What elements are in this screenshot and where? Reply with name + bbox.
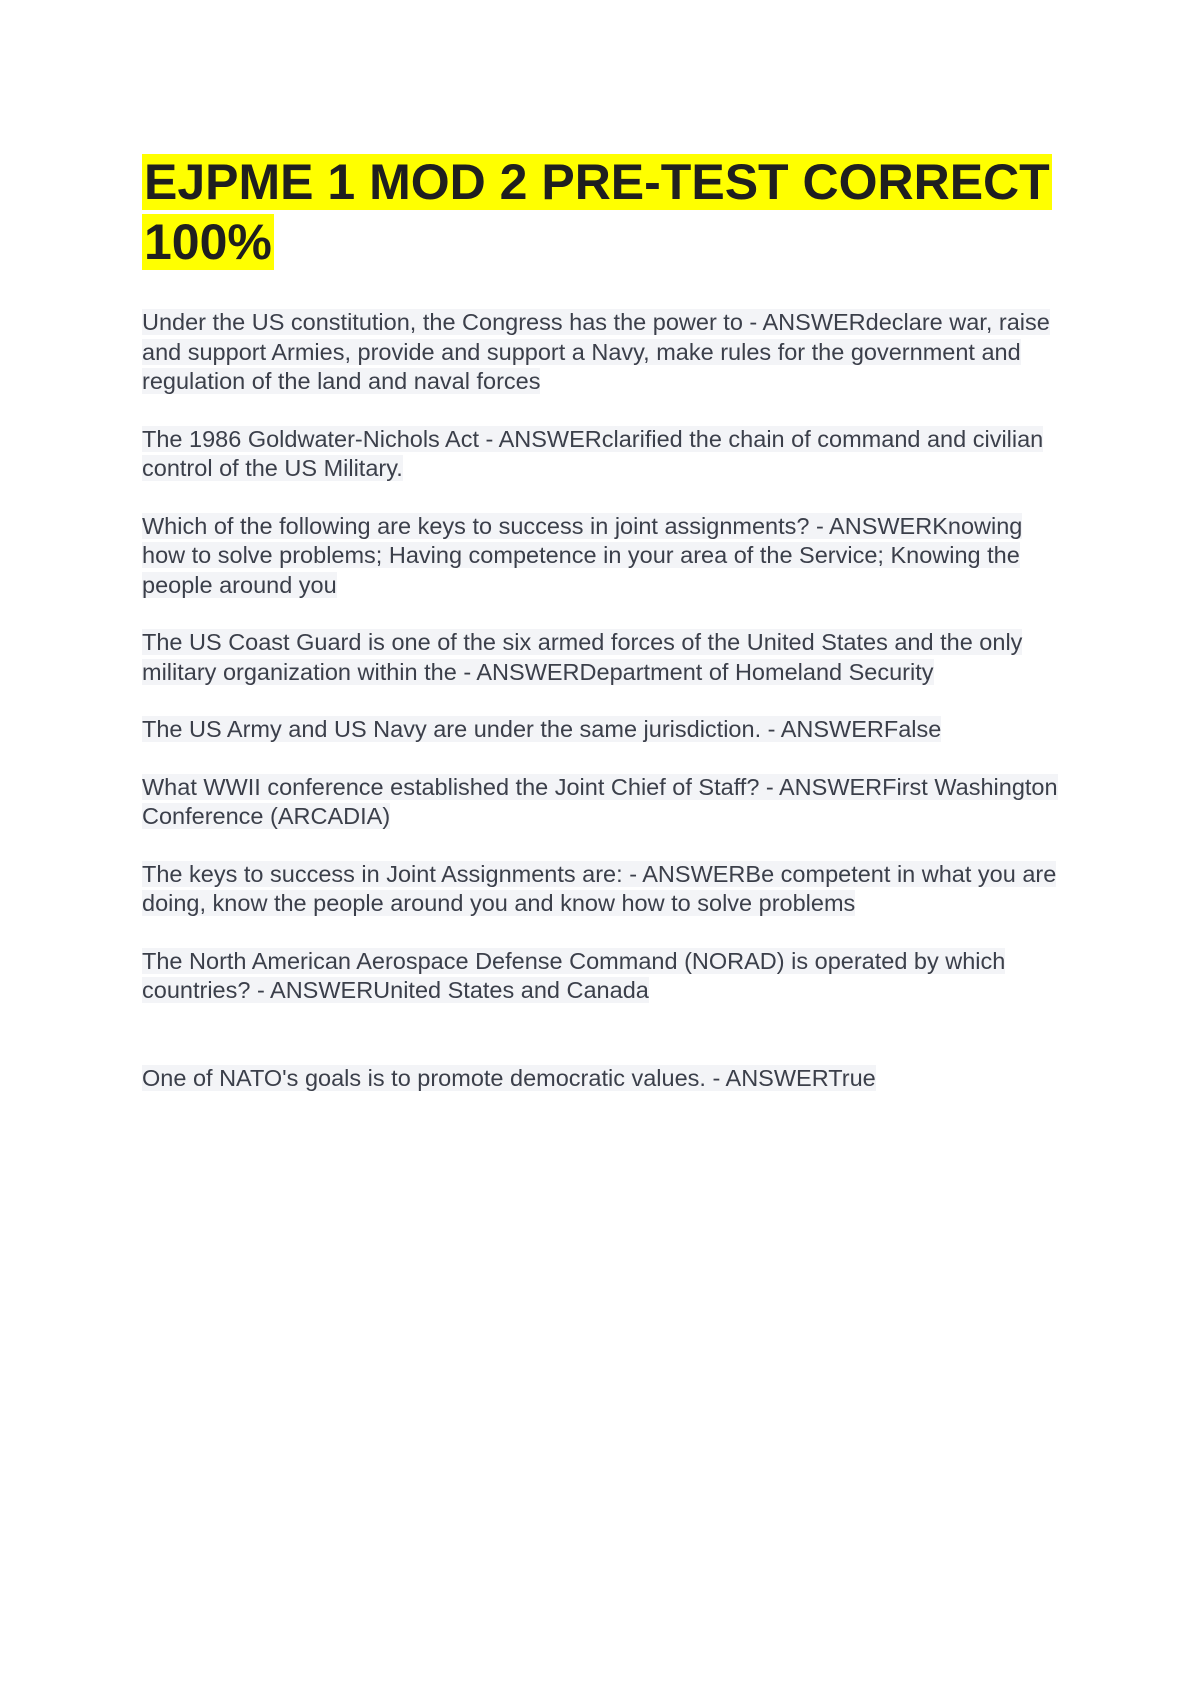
question-text: The North American Aerospace Defense Command (NORAD) is operated by which countries?	[142, 947, 1006, 1003]
answer-separator: - ANSWER	[809, 512, 933, 539]
answer-separator: - ANSWER	[250, 977, 374, 1003]
answer-text: Be competent in what you are doing, know the people around you and know how to solve problems	[142, 860, 1057, 916]
qa-item-3	[142, 512, 1062, 601]
qa-item-2	[142, 425, 1062, 484]
qa-item-8	[142, 947, 1062, 1006]
answer-separator: - ANSWER	[759, 773, 883, 800]
qa-item-7	[142, 860, 1062, 919]
answer-separator: - ANSWER	[705, 1064, 829, 1091]
qa-item-9	[142, 1064, 1062, 1094]
document-title	[142, 152, 1062, 272]
answer-separator: - ANSWER	[761, 716, 884, 742]
answer-text: clarified the chain of command and civilian control of the US Military.	[142, 425, 1044, 481]
question-text: Which of the following are keys to success in joint assignments?	[142, 512, 810, 539]
answer-separator: - ANSWER	[479, 425, 602, 452]
question-text: Under the US constitution, the Congress has the power to	[142, 309, 743, 335]
question-text: The US Army and US Navy are under the same jurisdiction.	[142, 716, 762, 742]
answer-text: False	[883, 716, 942, 742]
answer-separator: - ANSWER	[456, 658, 580, 685]
qa-item-1	[142, 308, 1062, 397]
answer-separator: - ANSWER	[742, 309, 866, 335]
question-text: What WWII conference established the Joint Chief of Staff?	[142, 773, 760, 800]
answer-text: True	[828, 1064, 876, 1091]
answer-separator: - ANSWER	[622, 860, 746, 887]
answer-text: Knowing how to solve problems; Having competence in your area of the Service; Knowing the people around you	[142, 512, 1023, 598]
document-content	[142, 152, 1062, 1121]
question-text: One of NATO's goals is to promote democratic values.	[142, 1064, 706, 1091]
answer-text: United States and Canada	[373, 977, 649, 1003]
title-highlight: EJPME 1 MOD 2 PRE-TEST CORRECT 100%	[144, 154, 1050, 270]
answer-text: First Washington Conference (ARCADIA)	[142, 773, 1058, 829]
qa-item-6	[142, 773, 1062, 832]
question-text: The US Coast Guard is one of the six armed forces of the United States and the only military organization within the	[142, 629, 1023, 685]
answer-text: declare war, raise and support Armies, provide and support a Navy, make rules for the government and regulation of the land and naval forces	[142, 309, 1050, 394]
question-text: The keys to success in Joint Assignments are:	[142, 860, 623, 887]
qa-item-4	[142, 628, 1062, 687]
qa-item-5	[142, 715, 1062, 745]
answer-text: Department of Homeland Security	[579, 658, 934, 685]
question-text: The 1986 Goldwater-Nichols Act	[142, 425, 479, 452]
